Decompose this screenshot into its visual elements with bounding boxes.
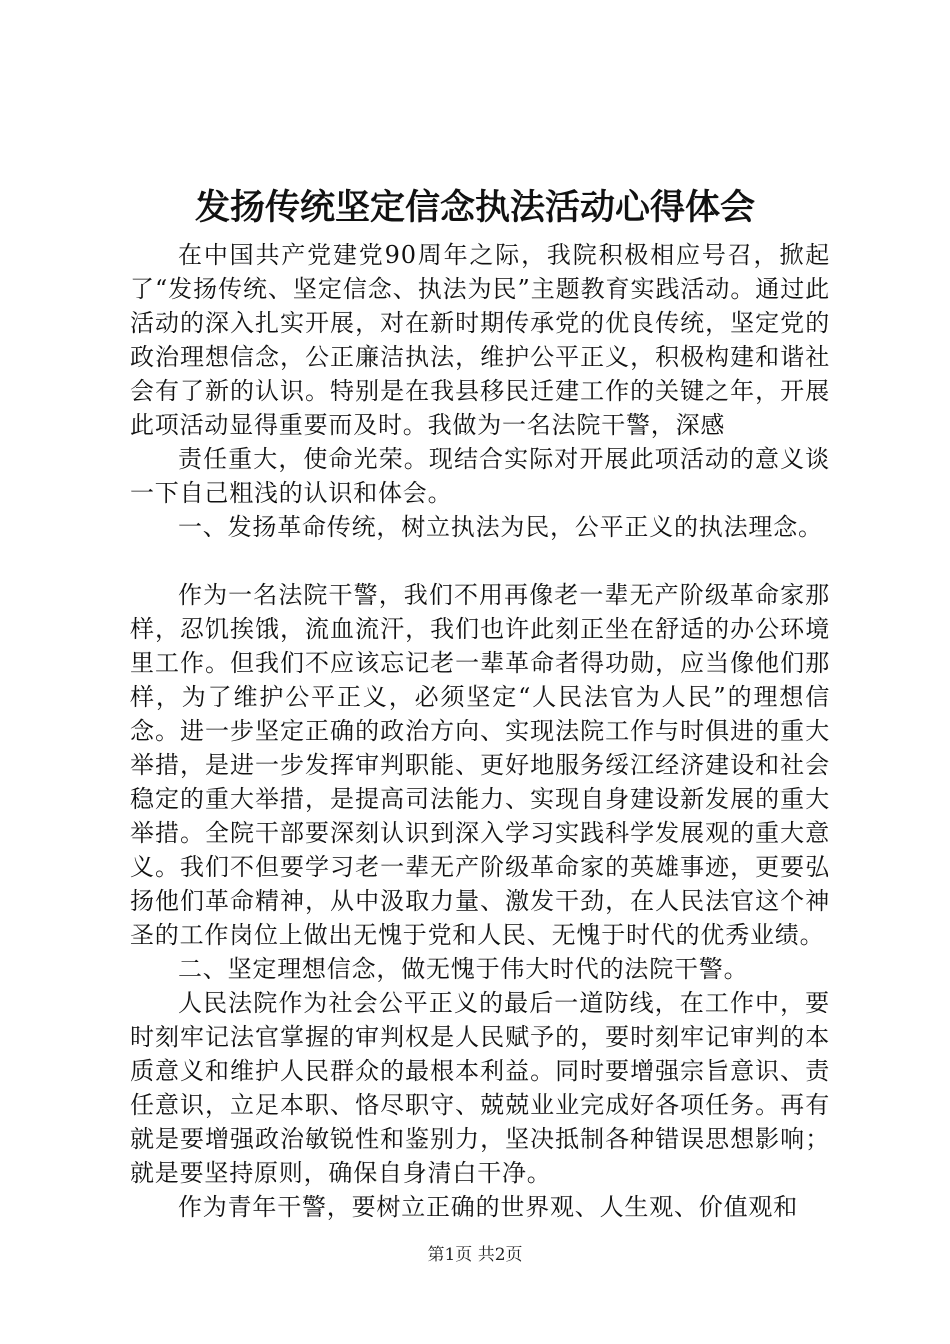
- paragraph-section-1: 作为一名法院干警，我们不用再像老一辈无产阶级革命家那样，忍饥挨饿，流血流汗，我们也许此刻正坐在舒适的办公环境里工作。但我们不应该忘记老一辈革命者得功勋，应当像他们那样，为了维护公平正义，必须坚定“人民法官为人民”的理想信念。进一步坚定正确的政治方向、实现法院工作与时俱进的重大举措，是进一步发挥审判职能、更好地服务绥江经济建设和社会稳定的重大举措，是提高司法能力、实现自身建设新发展的重大举措。全院干部要深刻认识到深入学习实践科学发展观的重大意义。我们不但要学习老一辈无产阶级革命家的英雄事迹，更要弘扬他们革命精神，从中汲取力量、激发干劲，在人民法官这个神圣的工作岗位上做出无愧于党和人民、无愧于时代的优秀业绩。: [130, 581, 830, 949]
- section-heading-2: 二、坚定理想信念，做无愧于伟大时代的法院干警。: [178, 955, 749, 983]
- paragraph-intro-continued: 责任重大，使命光荣。现结合实际对开展此项活动的意义谈一下自己粗浅的认识和体会。: [130, 445, 830, 507]
- document-title: 发扬传统坚定信念执法活动心得体会: [194, 187, 755, 228]
- paragraph-intro: 在中国共产党建党90周年之际，我院积极相应号召，掀起了“发扬传统、坚定信念、执法为民”主题教育实践活动。通过此活动的深入扎实开展，对在新时期传承党的优良传统，坚定党的政治理想信念，公正廉洁执法，维护公平正义，积极构建和谐社会有了新的认识。特别是在我县移民迁建工作的关键之年，开展此项活动显得重要而及时。我做为一名法院干警，深感: [130, 241, 830, 439]
- blank-line: [130, 544, 830, 578]
- document-body: [130, 238, 830, 1224]
- page-footer: 第1页 共2页: [427, 1245, 523, 1265]
- paragraph-section-2: 人民法院作为社会公平正义的最后一道防线，在工作中，要时刻牢记法官掌握的审判权是人民赋予的，要时刻牢记审判的本质意义和维护人民群众的最根本利益。同时要增强宗旨意识、责任意识，立足本职、恪尽职守、兢兢业业完成好各项任务。再有就是要增强政治敏锐性和鉴别力，坚决抵制各种错误思想影响；就是要坚持原则，确保自身清白干净。: [130, 989, 830, 1187]
- section-heading-1: 一、发扬革命传统，树立执法为民，公平正义的执法理念。: [178, 513, 823, 541]
- paragraph-youth-cadre: 作为青年干警，要树立正确的世界观、人生观、价值观和: [178, 1193, 798, 1221]
